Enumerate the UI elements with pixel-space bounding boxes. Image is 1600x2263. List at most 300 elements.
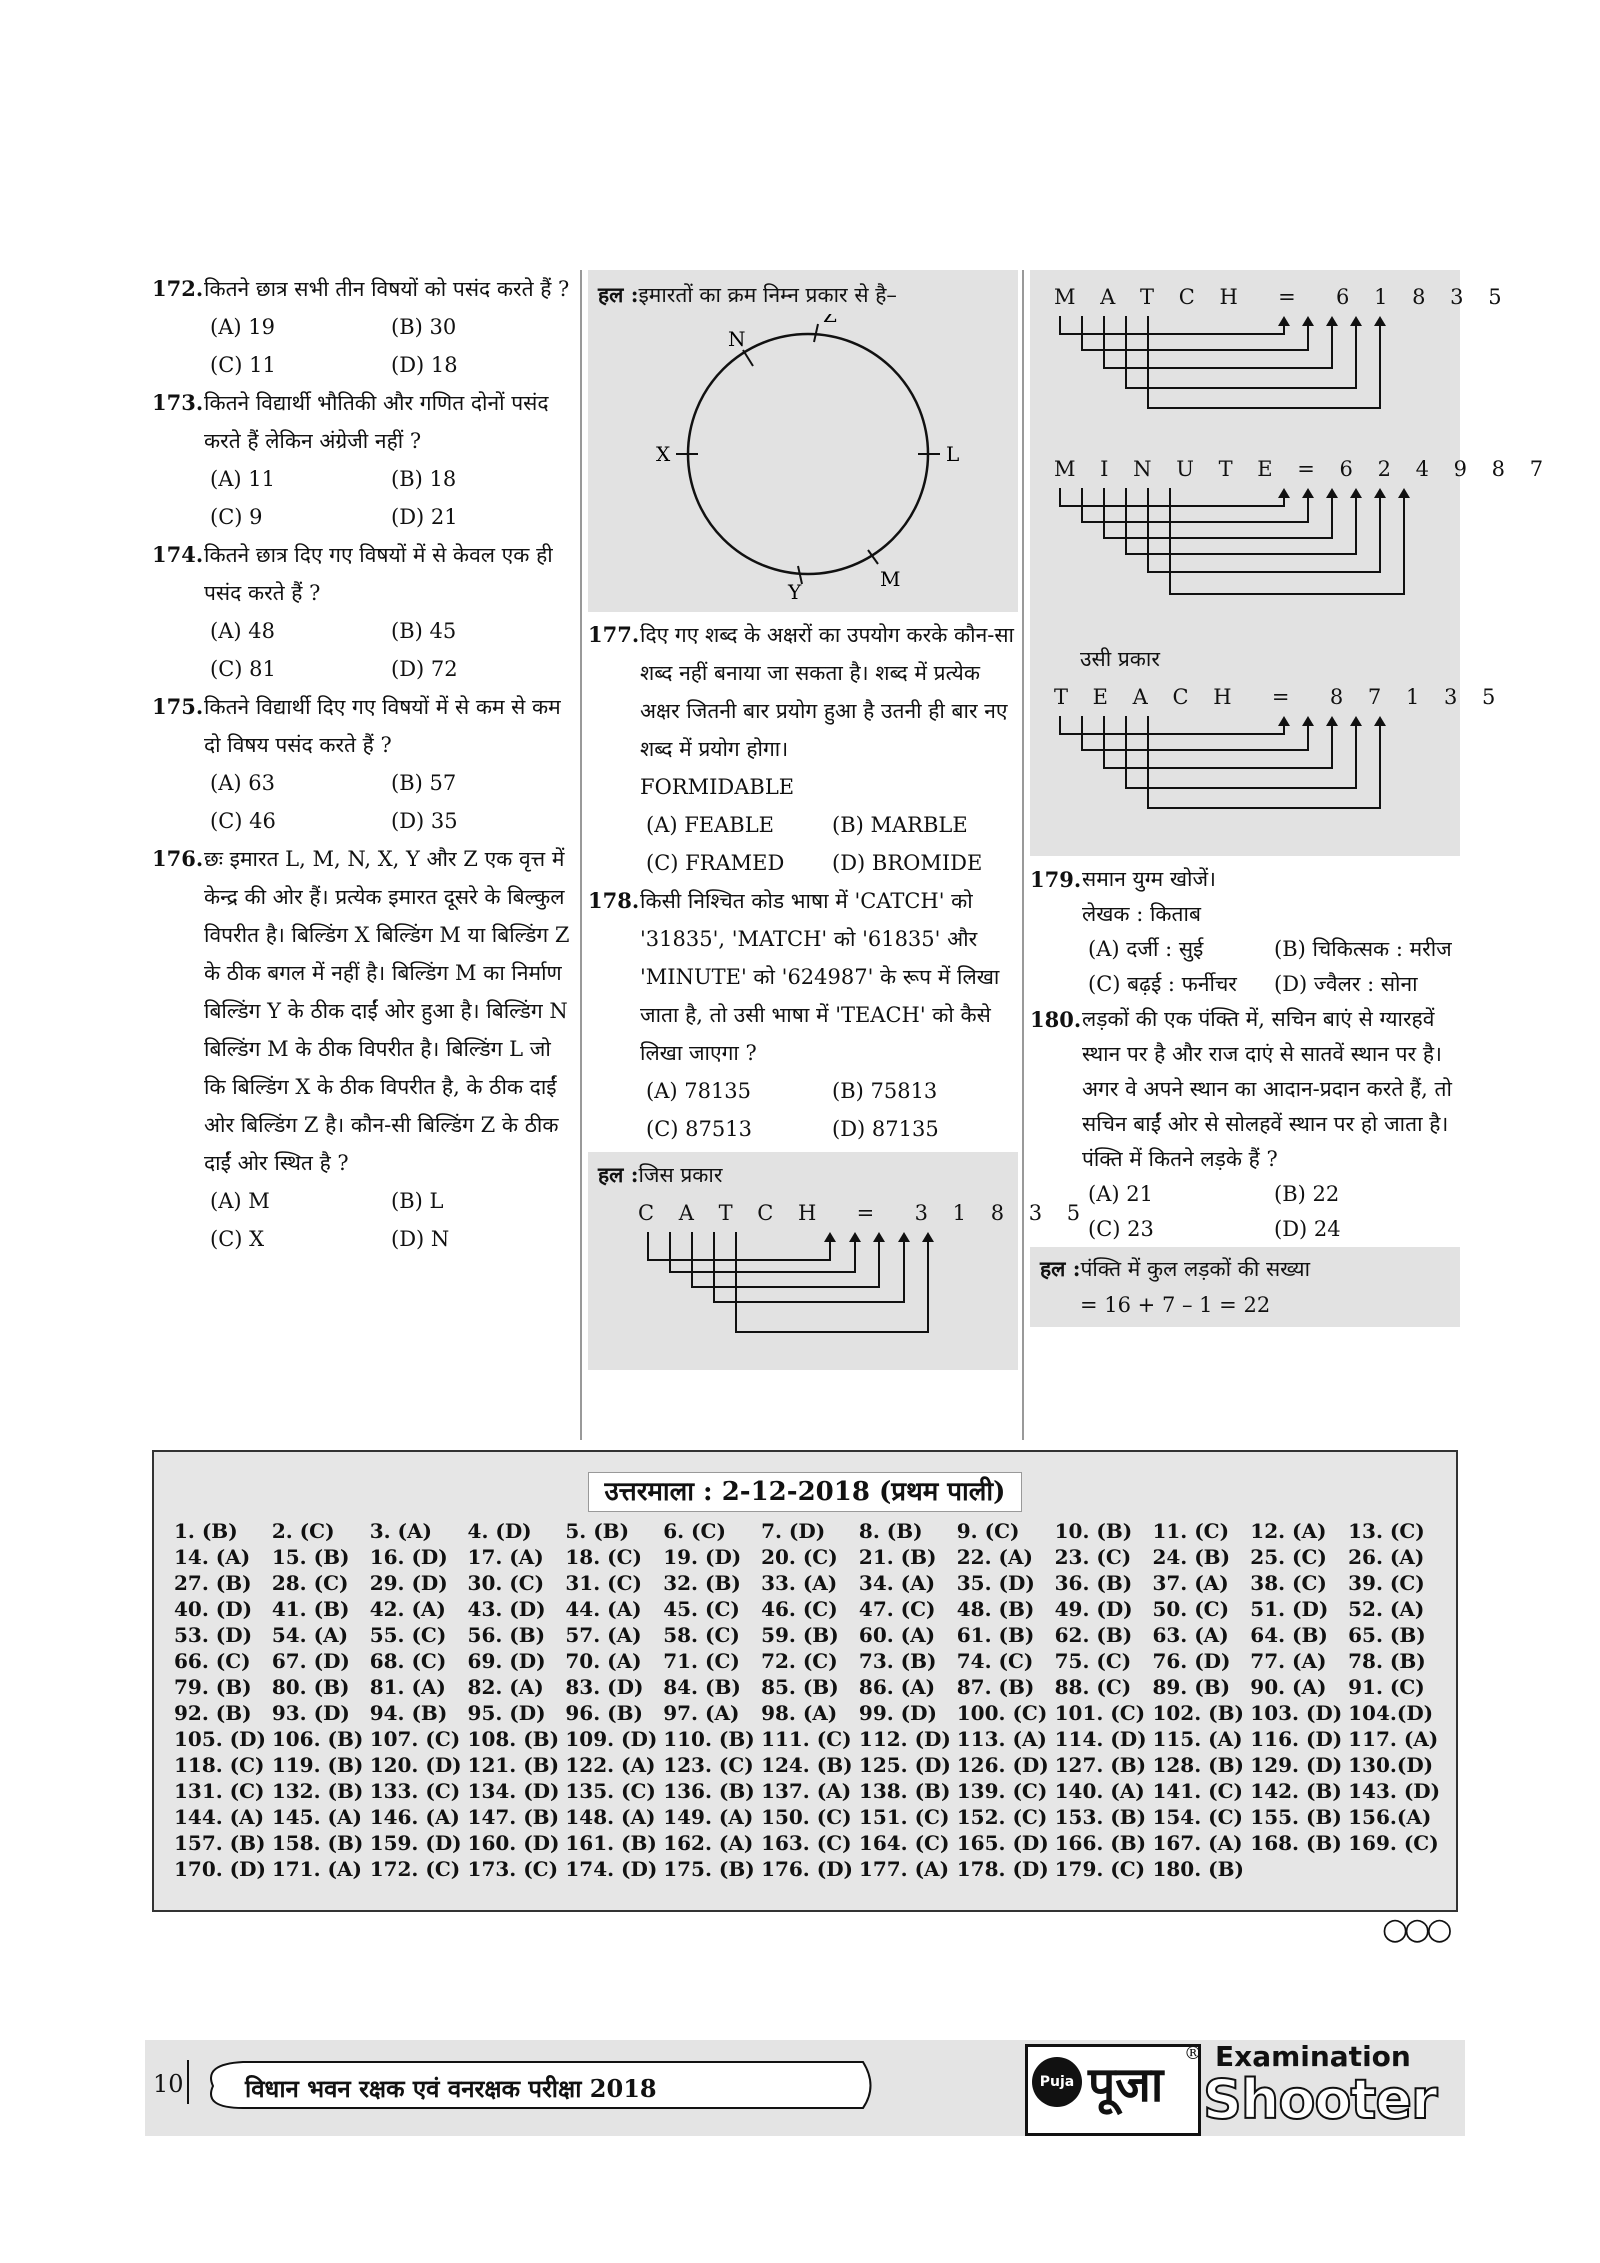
minute-mapping-arrows (1040, 488, 1450, 628)
answer-item: 45. (C) (663, 1597, 740, 1621)
question (152, 840, 572, 1182)
answer-item: 128. (B) (1152, 1753, 1244, 1777)
answer-item: 56. (B) (467, 1623, 546, 1647)
question (588, 882, 1018, 1072)
answer-item: 170. (D) (174, 1857, 266, 1881)
answer-item: 97. (A) (663, 1701, 740, 1725)
question-178 (588, 882, 1018, 1148)
answer-item: 84. (B) (663, 1675, 741, 1699)
answer-item: 106. (B) (271, 1727, 364, 1751)
option-b: (B) 45 (391, 619, 457, 643)
answer-item: 139. (C) (956, 1779, 1048, 1803)
answer-key (152, 1450, 1458, 1912)
answer-item: 22. (A) (956, 1545, 1033, 1569)
question-text: कितने छात्र सभी तीन विषयों को पसंद करते हैं ? (204, 277, 570, 301)
answer-item: 157. (B) (174, 1831, 266, 1855)
option-c: (C) 46 (210, 809, 276, 833)
options-list (152, 764, 572, 840)
puja-hindi-logo: पूजा (1088, 2057, 1164, 2113)
answer-item: 68. (C) (369, 1649, 447, 1673)
answer-item: 101. (C) (1054, 1701, 1146, 1725)
question-number: 175. (152, 694, 204, 719)
answer-item: 46. (C) (761, 1597, 838, 1621)
answer-item: 164. (C) (858, 1831, 950, 1855)
answer-item: 41. (B) (271, 1597, 350, 1621)
answer-item: 33. (A) (761, 1571, 838, 1595)
answer-item: 159. (D) (369, 1831, 462, 1855)
answer-item: 107. (C) (369, 1727, 461, 1751)
answer-item: 165. (D) (956, 1831, 1049, 1855)
answer-item: 114. (D) (1054, 1727, 1147, 1751)
option-b: (B) 18 (391, 467, 457, 491)
answer-item: 146. (A) (369, 1805, 460, 1829)
solution-180 (1030, 1247, 1460, 1327)
answer-item: 88. (C) (1054, 1675, 1132, 1699)
option-b: (B) 75813 (832, 1079, 938, 1103)
solution-text: पंक्ति में कुल लड़कों की सख्या (1080, 1257, 1311, 1281)
answer-item: 115. (A) (1152, 1727, 1243, 1751)
answer-item: 151. (C) (858, 1805, 950, 1829)
question-number: 180. (1030, 1007, 1082, 1032)
label-y: Y (788, 580, 802, 604)
option-a: (A) 63 (210, 771, 275, 795)
answer-item: 23. (C) (1054, 1545, 1132, 1569)
answer-item: 38. (C) (1250, 1571, 1327, 1595)
logo-shooter: Shooter (1203, 2068, 1437, 2131)
answer-item: 28. (C) (271, 1571, 349, 1595)
solution-178-continued (1030, 270, 1553, 856)
minute-code: M I N U T E = 6 2 4 9 8 7 (1054, 457, 1553, 481)
option-b: (B) 30 (391, 315, 457, 339)
answer-item: 104.(D) (1348, 1701, 1434, 1725)
answer-item: 34. (A) (858, 1571, 936, 1595)
circle (688, 334, 928, 574)
options-list (152, 308, 572, 384)
option-d: (D) 72 (391, 657, 458, 681)
question-number: 179. (1030, 867, 1082, 892)
answer-item: 67. (D) (271, 1649, 350, 1673)
question-text: दिए गए शब्द के अक्षरों का उपयोग करके कौन-सा शब्द नहीं बनाया जा सकता है। शब्द में प्रत्येक अक्षर जितनी बार प्रयोग हुआ है उतनी ही बार नए शब्द में प्रयोग होगा। (640, 623, 1014, 761)
option-b: (B) 22 (1274, 1182, 1340, 1206)
question (152, 536, 572, 612)
answer-item: 48. (B) (956, 1597, 1035, 1621)
answer-item: 18. (C) (565, 1545, 642, 1569)
answer-item: 5. (B) (565, 1519, 630, 1543)
answer-item: 66. (C) (174, 1649, 251, 1673)
options-list (588, 806, 1018, 882)
match-mapping-arrows (1040, 316, 1450, 436)
answer-item: 143. (D) (1348, 1779, 1441, 1803)
answer-item: 100. (C) (956, 1701, 1048, 1725)
answer-item: 87. (B) (956, 1675, 1035, 1699)
question (1030, 862, 1460, 897)
answer-item: 78. (B) (1348, 1649, 1426, 1673)
answer-item: 70. (A) (565, 1649, 642, 1673)
answer-item: 135. (C) (565, 1779, 656, 1803)
answer-item: 6. (C) (663, 1519, 726, 1543)
answer-item: 118. (C) (174, 1753, 265, 1777)
answer-item: 152. (C) (956, 1805, 1048, 1829)
column-divider (580, 270, 582, 1440)
option-b: (B) चिकित्सक : मरीज (1274, 937, 1452, 961)
answer-item: 163. (C) (761, 1831, 852, 1855)
answer-item: 98. (A) (761, 1701, 838, 1725)
answer-item: 62. (B) (1054, 1623, 1133, 1647)
option-c: (C) 23 (1088, 1217, 1154, 1241)
options-list (152, 460, 572, 536)
options-list (152, 1182, 572, 1258)
answer-item: 29. (D) (369, 1571, 448, 1595)
question-number: 174. (152, 542, 204, 567)
option-d: (D) 18 (391, 353, 458, 377)
answer-item: 71. (C) (663, 1649, 740, 1673)
answer-item: 75. (C) (1054, 1649, 1132, 1673)
page-number: 10 (153, 2070, 184, 2098)
answer-item: 110. (B) (663, 1727, 755, 1751)
option-c: (C) 9 (210, 505, 263, 529)
answer-key-title: उत्तरमाला : 2-12-2018 (प्रथम पाली) (588, 1472, 1023, 1512)
options-list (152, 612, 572, 688)
answer-item: 126. (D) (956, 1753, 1049, 1777)
answer-item: 156.(A) (1348, 1805, 1432, 1829)
answer-item: 7. (D) (761, 1519, 826, 1543)
answer-item: 12. (A) (1250, 1519, 1327, 1543)
answer-item: 149. (A) (663, 1805, 754, 1829)
answer-item: 103. (D) (1250, 1701, 1343, 1725)
question-text: किसी निश्चित कोड भाषा में 'CATCH' को '31835', 'MATCH' को '61835' और 'MINUTE' को '624987' के रूप में लिखा जाता है, तो उसी भाषा में 'TEACH' को कैसे लिखा जाएगा ? (640, 889, 1000, 1065)
option-a: (A) 21 (1088, 1182, 1153, 1206)
answer-item: 171. (A) (271, 1857, 362, 1881)
answer-item: 93. (D) (271, 1701, 350, 1725)
footer-divider (187, 2060, 189, 2104)
answer-item: 1. (B) (174, 1519, 238, 1543)
answer-item: 27. (B) (174, 1571, 252, 1595)
solution-equation: = 16 + 7 – 1 = 22 (1080, 1293, 1271, 1317)
answer-item: 91. (C) (1348, 1675, 1425, 1699)
option-c: (C) 87513 (646, 1117, 752, 1141)
teach-mapping-arrows (1040, 716, 1450, 836)
answer-item: 144. (A) (174, 1805, 265, 1829)
question (152, 384, 572, 460)
answer-item: 85. (B) (761, 1675, 839, 1699)
answer-item: 123. (C) (663, 1753, 754, 1777)
answer-item: 82. (A) (467, 1675, 544, 1699)
answer-item: 80. (B) (271, 1675, 350, 1699)
option-b: (B) L (391, 1189, 444, 1213)
answer-item: 42. (A) (369, 1597, 446, 1621)
answer-item: 51. (D) (1250, 1597, 1329, 1621)
answer-item: 167. (A) (1152, 1831, 1243, 1855)
answer-item: 19. (D) (663, 1545, 742, 1569)
catch-mapping-arrows (598, 1232, 1008, 1372)
label-l: L (946, 442, 960, 466)
answer-item: 132. (B) (271, 1779, 364, 1803)
answer-item: 120. (D) (369, 1753, 462, 1777)
answer-item: 11. (C) (1152, 1519, 1230, 1543)
answer-item: 64. (B) (1250, 1623, 1328, 1647)
answer-item: 86. (A) (858, 1675, 936, 1699)
question-word: FORMIDABLE (640, 775, 795, 799)
question-number: 172. (152, 276, 204, 301)
answer-item: 155. (B) (1250, 1805, 1342, 1829)
answer-item: 49. (D) (1054, 1597, 1133, 1621)
answer-item: 130.(D) (1348, 1753, 1434, 1777)
question-180 (1030, 1002, 1460, 1247)
answer-item: 153. (B) (1054, 1805, 1147, 1829)
question-pair: लेखक : किताब (1082, 902, 1201, 926)
answer-item: 137. (A) (761, 1779, 852, 1803)
solution-label: हल : (1040, 1256, 1081, 1281)
answer-item: 13. (C) (1348, 1519, 1425, 1543)
answer-item: 61. (B) (956, 1623, 1035, 1647)
answer-item: 35. (D) (956, 1571, 1035, 1595)
answer-item: 127. (B) (1054, 1753, 1147, 1777)
answer-item: 72. (C) (761, 1649, 838, 1673)
answer-item: 57. (A) (565, 1623, 642, 1647)
option-b: (B) 57 (391, 771, 457, 795)
question-text: कितने विद्यार्थी दिए गए विषयों में से कम से कम दो विषय पसंद करते हैं ? (204, 695, 561, 757)
answer-item: 58. (C) (663, 1623, 740, 1647)
answer-item: 99. (D) (858, 1701, 937, 1725)
option-a: (A) 11 (210, 467, 275, 491)
question-177 (588, 616, 1018, 882)
option-a: (A) M (210, 1189, 270, 1213)
answer-item: 74. (C) (956, 1649, 1034, 1673)
options-list (1030, 1177, 1460, 1247)
answer-item: 133. (C) (369, 1779, 461, 1803)
answer-item: 83. (D) (565, 1675, 644, 1699)
registered-mark: ® (1184, 2043, 1202, 2064)
answer-item: 77. (A) (1250, 1649, 1327, 1673)
question-number: 177. (588, 622, 640, 647)
answer-item: 134. (D) (467, 1779, 560, 1803)
answer-item: 63. (A) (1152, 1623, 1229, 1647)
solution-label: हल : (598, 282, 639, 307)
answer-item: 180. (B) (1152, 1857, 1244, 1881)
answer-item: 36. (B) (1054, 1571, 1133, 1595)
question (1030, 1002, 1460, 1177)
question-179 (1030, 862, 1460, 1002)
answer-item: 140. (A) (1054, 1779, 1145, 1803)
column-divider (1022, 270, 1024, 1440)
option-b: (B) MARBLE (832, 813, 968, 837)
answer-item: 89. (B) (1152, 1675, 1231, 1699)
page-footer (145, 2040, 1465, 2136)
solution-text: जिस प्रकार (638, 1163, 723, 1187)
option-d: (D) N (391, 1227, 450, 1251)
question-text: छः इमारत L, M, N, X, Y और Z एक वृत्त में केन्द्र की ओर हैं। प्रत्येक इमारत दूसरे के बिल्कुल विपरीत है। बिल्डिंग X बिल्डिंग M या बिल्डिंग Z के ठीक बगल में नहीं है। बिल्डिंग M का निर्माण बिल्डिंग Y के ठीक दाईं ओर हुआ है। बिल्डिंग N बिल्डिंग M के ठीक विपरीत है। बिल्डिंग L जो कि बिल्डिंग X के ठीक विपरीत है, के ठीक दाईं ओर बिल्डिंग Z है। कौन-सी बिल्डिंग Z के ठीक दाईं ओर स्थित है ? (204, 847, 570, 1175)
options-list (1030, 932, 1460, 1002)
option-a: (A) 78135 (646, 1079, 752, 1103)
answer-item: 52. (A) (1348, 1597, 1425, 1621)
answer-item: 121. (B) (467, 1753, 560, 1777)
option-d: (D) 21 (391, 505, 458, 529)
solution-176 (588, 270, 1018, 612)
answer-item: 25. (C) (1250, 1545, 1327, 1569)
answer-item: 108. (B) (467, 1727, 560, 1751)
answer-item: 122. (A) (565, 1753, 656, 1777)
answer-item: 145. (A) (271, 1805, 362, 1829)
answer-item: 53. (D) (174, 1623, 253, 1647)
building-circle-diagram (598, 314, 1018, 604)
answer-item: 39. (C) (1348, 1571, 1425, 1595)
answer-item: 55. (C) (369, 1623, 447, 1647)
option-c: (C) 81 (210, 657, 276, 681)
option-a: (A) दर्जी : सुई (1088, 937, 1204, 961)
answer-item: 105. (D) (174, 1727, 266, 1751)
question-text: लड़कों की एक पंक्ति में, सचिन बाएं से ग्यारहवें स्थान पर है और राज दाएं से सातवें स्थान पर है। अगर वे अपने स्थान का आदान-प्रदान करते हैं, तो सचिन बाईं ओर से सोलहवें स्थान पर हो जाता है। पंक्ति में कितने लड़के हैं ? (1082, 1007, 1452, 1171)
answer-item: 179. (C) (1054, 1857, 1146, 1881)
options-list (588, 1072, 1018, 1148)
answer-item: 175. (B) (663, 1857, 755, 1881)
option-c: (C) 11 (210, 353, 276, 377)
answer-item: 160. (D) (467, 1831, 560, 1855)
answer-item: 111. (C) (761, 1727, 852, 1751)
answer-item: 40. (D) (174, 1597, 253, 1621)
answer-item: 9. (C) (956, 1519, 1020, 1543)
answer-item: 176. (D) (761, 1857, 854, 1881)
solution-text: इमारतों का क्रम निम्न प्रकार से है– (638, 283, 897, 307)
answer-item: 166. (B) (1054, 1831, 1147, 1855)
answer-item: 54. (A) (271, 1623, 349, 1647)
answer-item: 4. (D) (467, 1519, 532, 1543)
answer-item: 178. (D) (956, 1857, 1049, 1881)
question-text: कितने विद्यार्थी भौतिकी और गणित दोनों पसंद करते हैं लेकिन अंग्रेजी नहीं ? (204, 391, 549, 453)
label-n: N (728, 327, 746, 351)
question-number: 176. (152, 846, 204, 871)
footer-title: विधान भवन रक्षक एवं वनरक्षक परीक्षा 2018 (245, 2074, 657, 2103)
answer-item: 124. (B) (761, 1753, 853, 1777)
answer-item: 31. (C) (565, 1571, 642, 1595)
question-text: समान युग्म खोजें। (1082, 867, 1216, 891)
similarly-label: उसी प्रकार (1080, 647, 1160, 671)
answer-item: 116. (D) (1250, 1727, 1343, 1751)
answer-item: 50. (C) (1152, 1597, 1230, 1621)
label-x: X (656, 442, 671, 466)
answer-item: 16. (D) (369, 1545, 448, 1569)
answer-item: 125. (D) (858, 1753, 951, 1777)
option-d: (D) 87135 (832, 1117, 939, 1141)
answer-item: 154. (C) (1152, 1805, 1243, 1829)
option-d: (D) 24 (1274, 1217, 1341, 1241)
answer-item: 96. (B) (565, 1701, 643, 1725)
match-code: M A T C H = 6 1 8 3 5 (1054, 285, 1511, 309)
option-c: (C) X (210, 1227, 265, 1251)
question (152, 270, 572, 308)
answer-item: 129. (D) (1250, 1753, 1343, 1777)
question-text: कितने छात्र दिए गए विषयों में से केवल एक ही पसंद करते हैं ? (204, 543, 553, 605)
answer-item: 60. (A) (858, 1623, 936, 1647)
label-m: M (880, 567, 901, 591)
option-a: (A) 19 (210, 315, 275, 339)
question-number: 178. (588, 888, 640, 913)
answer-item: 24. (B) (1152, 1545, 1231, 1569)
answer-item: 102. (B) (1152, 1701, 1244, 1725)
answer-item: 112. (D) (858, 1727, 951, 1751)
answer-item: 21. (B) (858, 1545, 937, 1569)
answer-item: 90. (A) (1250, 1675, 1327, 1699)
answer-item: 94. (B) (369, 1701, 448, 1725)
option-c: (C) बढ़ई : फर्नीचर (1088, 972, 1237, 996)
option-d: (D) ज्वैलर : सोना (1274, 972, 1418, 996)
answer-item: 14. (A) (174, 1545, 251, 1569)
column-1 (152, 270, 572, 1258)
question (588, 616, 1018, 768)
column-3 (1030, 270, 1553, 1327)
answer-item: 117. (A) (1348, 1727, 1439, 1751)
answer-item: 44. (A) (565, 1597, 642, 1621)
answer-item: 174. (D) (565, 1857, 658, 1881)
option-d: (D) BROMIDE (832, 851, 983, 875)
answer-item: 172. (C) (369, 1857, 461, 1881)
answer-item: 32. (B) (663, 1571, 741, 1595)
answer-item: 161. (B) (565, 1831, 657, 1855)
answer-item: 168. (B) (1250, 1831, 1342, 1855)
answer-item: 158. (B) (271, 1831, 364, 1855)
answer-item: 15. (B) (271, 1545, 350, 1569)
answer-item: 26. (A) (1348, 1545, 1425, 1569)
option-c: (C) FRAMED (646, 851, 785, 875)
answer-grid (154, 1518, 1456, 1882)
answer-item: 10. (B) (1054, 1519, 1133, 1543)
answer-item: 17. (A) (467, 1545, 544, 1569)
answer-item: 65. (B) (1348, 1623, 1426, 1647)
answer-item: 3. (A) (369, 1519, 432, 1543)
answer-item: 69. (D) (467, 1649, 546, 1673)
answer-item: 173. (C) (467, 1857, 559, 1881)
question (152, 688, 572, 764)
answer-item: 37. (A) (1152, 1571, 1229, 1595)
answer-item: 147. (B) (467, 1805, 560, 1829)
answer-item: 119. (B) (271, 1753, 364, 1777)
answer-item: 92. (B) (174, 1701, 252, 1725)
catch-code: C A T C H = 3 1 8 3 5 (638, 1201, 1090, 1225)
solution-label: हल : (598, 1162, 639, 1187)
answer-item: 20. (C) (761, 1545, 838, 1569)
answer-item: 2. (C) (271, 1519, 335, 1543)
answer-item: 95. (D) (467, 1701, 546, 1725)
end-circles-decoration: ○○○ (1382, 1912, 1449, 1947)
answer-item: 169. (C) (1348, 1831, 1439, 1855)
brand-logo (1025, 2040, 1465, 2136)
answer-item: 47. (C) (858, 1597, 936, 1621)
answer-item: 141. (C) (1152, 1779, 1243, 1803)
answer-item: 148. (A) (565, 1805, 656, 1829)
answer-item: 79. (B) (174, 1675, 252, 1699)
question-number: 173. (152, 390, 204, 415)
answer-item: 162. (A) (663, 1831, 754, 1855)
label-z: Z (823, 314, 837, 327)
answer-item: 30. (C) (467, 1571, 545, 1595)
answer-item: 142. (B) (1250, 1779, 1342, 1803)
answer-item: 59. (B) (761, 1623, 839, 1647)
answer-item: 43. (D) (467, 1597, 546, 1621)
answer-item: 150. (C) (761, 1805, 852, 1829)
answer-item: 81. (A) (369, 1675, 446, 1699)
option-d: (D) 35 (391, 809, 458, 833)
option-a: (A) FEABLE (646, 813, 774, 837)
solution-178 (588, 1152, 1090, 1370)
answer-item: 177. (A) (858, 1857, 950, 1881)
teach-code: T E A C H = 8 7 1 3 5 (1054, 685, 1505, 709)
logo-examination: Examination (1215, 2040, 1411, 2073)
answer-item: 73. (B) (858, 1649, 937, 1673)
answer-item: 8. (B) (858, 1519, 923, 1543)
answer-item: 138. (B) (858, 1779, 951, 1803)
answer-item: 131. (C) (174, 1779, 265, 1803)
puja-badge: Puja (1032, 2057, 1082, 2107)
answer-item: 76. (D) (1152, 1649, 1231, 1673)
